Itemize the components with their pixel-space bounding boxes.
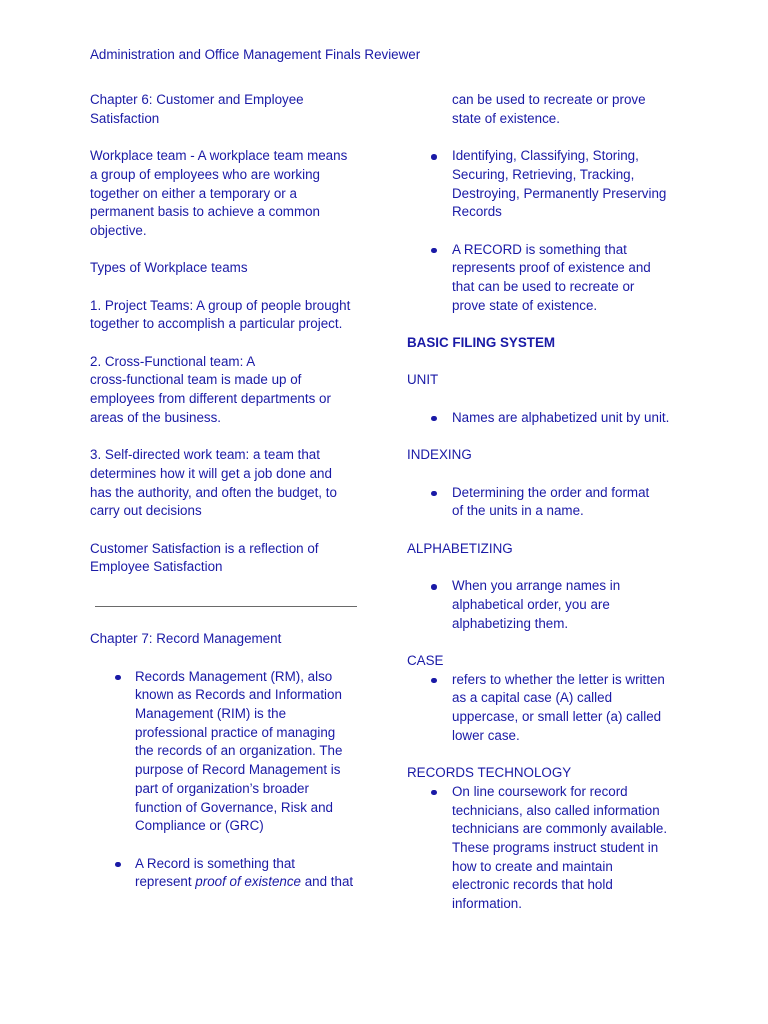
text-line: the records of an organization. The [135, 743, 343, 759]
text-line: Employee Satisfaction [90, 559, 223, 575]
bullet-icon [431, 790, 437, 796]
text-line: as a capital case (A) called [452, 690, 613, 706]
text-line: that can be used to recreate or [452, 279, 635, 294]
unit-heading: UNIT [407, 372, 439, 388]
list-item [407, 484, 682, 521]
text-line: a group of employees who are working [90, 166, 321, 182]
text-line: prove state of existence. [452, 297, 598, 313]
text-line: professional practice of managing [135, 724, 336, 740]
basic-filing-heading: BASIC FILING SYSTEM [407, 335, 556, 351]
text-line: how to create and maintain [452, 858, 613, 874]
bullet-icon [115, 862, 121, 868]
bullet-icon [431, 416, 437, 422]
chapter-6-title-line: Satisfaction [90, 110, 160, 126]
bullet-icon [431, 678, 437, 684]
case-list [407, 671, 682, 746]
text-line: electronic records that hold [452, 877, 613, 893]
text-line: Determining the order and format [452, 484, 650, 500]
left-column [90, 91, 368, 892]
text-line: can be used to recreate or prove [452, 92, 646, 107]
document-title: Administration and Office Management Finals Reviewer [90, 47, 421, 62]
continuation-list [407, 91, 682, 315]
list-item [407, 783, 682, 914]
text-line: cross-functional team is made up of [90, 372, 302, 388]
text-line: Compliance or (GRC) [135, 818, 264, 834]
text-line: refers to whether the letter is written [452, 671, 665, 687]
chapter-7-title: Chapter 7: Record Management [90, 631, 282, 647]
text-line: purpose of Record Management is [135, 762, 341, 778]
text-line: state of existence. [452, 110, 560, 126]
bullet-icon [431, 248, 437, 254]
indexing-heading: INDEXING [407, 447, 472, 463]
text-line: These programs instruct student in [452, 839, 659, 855]
text-line: Identifying, Classifying, Storing, [452, 148, 639, 164]
text-line: On line coursework for record [452, 783, 628, 799]
text-line: permanent basis to achieve a common [90, 204, 320, 220]
text-line: together on either a temporary or a [90, 185, 297, 201]
text-fragment: and that [301, 874, 354, 890]
workplace-team-definition [90, 147, 368, 241]
indexing-list [407, 484, 682, 521]
text-line: Records Management (RM), also [135, 668, 333, 684]
text-line: information. [452, 896, 522, 912]
text-line: uppercase, or small letter (a) called [452, 709, 662, 725]
text-line: carry out decisions [90, 503, 202, 519]
text-line: represents proof of existence and [452, 260, 651, 276]
text-fragment: represent [135, 874, 196, 890]
text-line: 2. Cross-Functional team: A [90, 353, 256, 369]
text-line: has the authority, and often the budget, to [90, 484, 337, 500]
list-item [407, 147, 682, 222]
list-item [90, 855, 368, 892]
list-item [90, 668, 368, 836]
text-line: 1. Project Teams: A group of people brought [90, 297, 351, 313]
records-technology-list [407, 783, 682, 914]
text-line: areas of the business. [90, 409, 222, 425]
text-line: determines how it will get a job done and [90, 465, 332, 481]
unit-list [407, 409, 682, 428]
list-item [407, 577, 682, 633]
text-line: When you arrange names in [452, 578, 621, 594]
text-line: Names are alphabetized unit by unit. [452, 409, 670, 425]
text-line: alphabetical order, you are [452, 596, 610, 612]
self-directed-item [90, 446, 368, 521]
text-line: function of Governance, Risk and [135, 799, 333, 815]
right-column [407, 91, 682, 914]
text-line: technicians, also called information [452, 802, 660, 818]
text-line: together to accomplish a particular project. [90, 316, 343, 332]
text-line: Management (RIM) is the [135, 705, 287, 721]
text-line: Records [452, 204, 502, 220]
cross-functional-item [90, 353, 368, 428]
case-heading: CASE [407, 652, 444, 668]
bullet-icon [431, 584, 437, 590]
types-heading: Types of Workplace teams [90, 260, 248, 276]
records-technology-heading: RECORDS TECHNOLOGY [407, 765, 572, 781]
chapter-7-list [90, 668, 368, 892]
list-item [407, 671, 682, 746]
alphabetizing-heading: ALPHABETIZING [407, 540, 513, 556]
text-line: lower case. [452, 727, 520, 743]
text-line: A RECORD is something that [452, 241, 627, 257]
text-line: of the units in a name. [452, 503, 584, 519]
emphasized-text: proof of existence [195, 874, 301, 890]
customer-satisfaction-note [90, 540, 368, 577]
alphabetizing-list [407, 577, 682, 633]
text-line: objective. [90, 222, 147, 238]
chapter-6-title-line: Chapter 6: Customer and Employee [90, 92, 304, 107]
list-item [407, 241, 682, 316]
text-line: employees from different departments or [90, 391, 331, 407]
project-teams-item [90, 297, 368, 334]
text-line: Destroying, Permanently Preserving [452, 185, 667, 201]
text-line: 3. Self-directed work team: a team that [90, 447, 320, 463]
text-line: Customer Satisfaction is a reflection of [90, 540, 319, 556]
text-line: technicians are commonly available. [452, 821, 668, 837]
text-line: part of organization’s broader [135, 780, 309, 796]
list-item-continued [407, 91, 682, 128]
bullet-icon [431, 491, 437, 497]
text-line: Securing, Retrieving, Tracking, [452, 166, 635, 182]
chapter-6-title [90, 91, 368, 128]
text-line: Workplace team - A workplace team means [90, 148, 348, 164]
text-line: A Record is something that [135, 855, 296, 871]
bullet-icon [431, 154, 437, 160]
text-line: known as Records and Information [135, 687, 342, 703]
bullet-icon [115, 675, 121, 681]
text-line: alphabetizing them. [452, 615, 569, 631]
list-item [407, 409, 682, 428]
